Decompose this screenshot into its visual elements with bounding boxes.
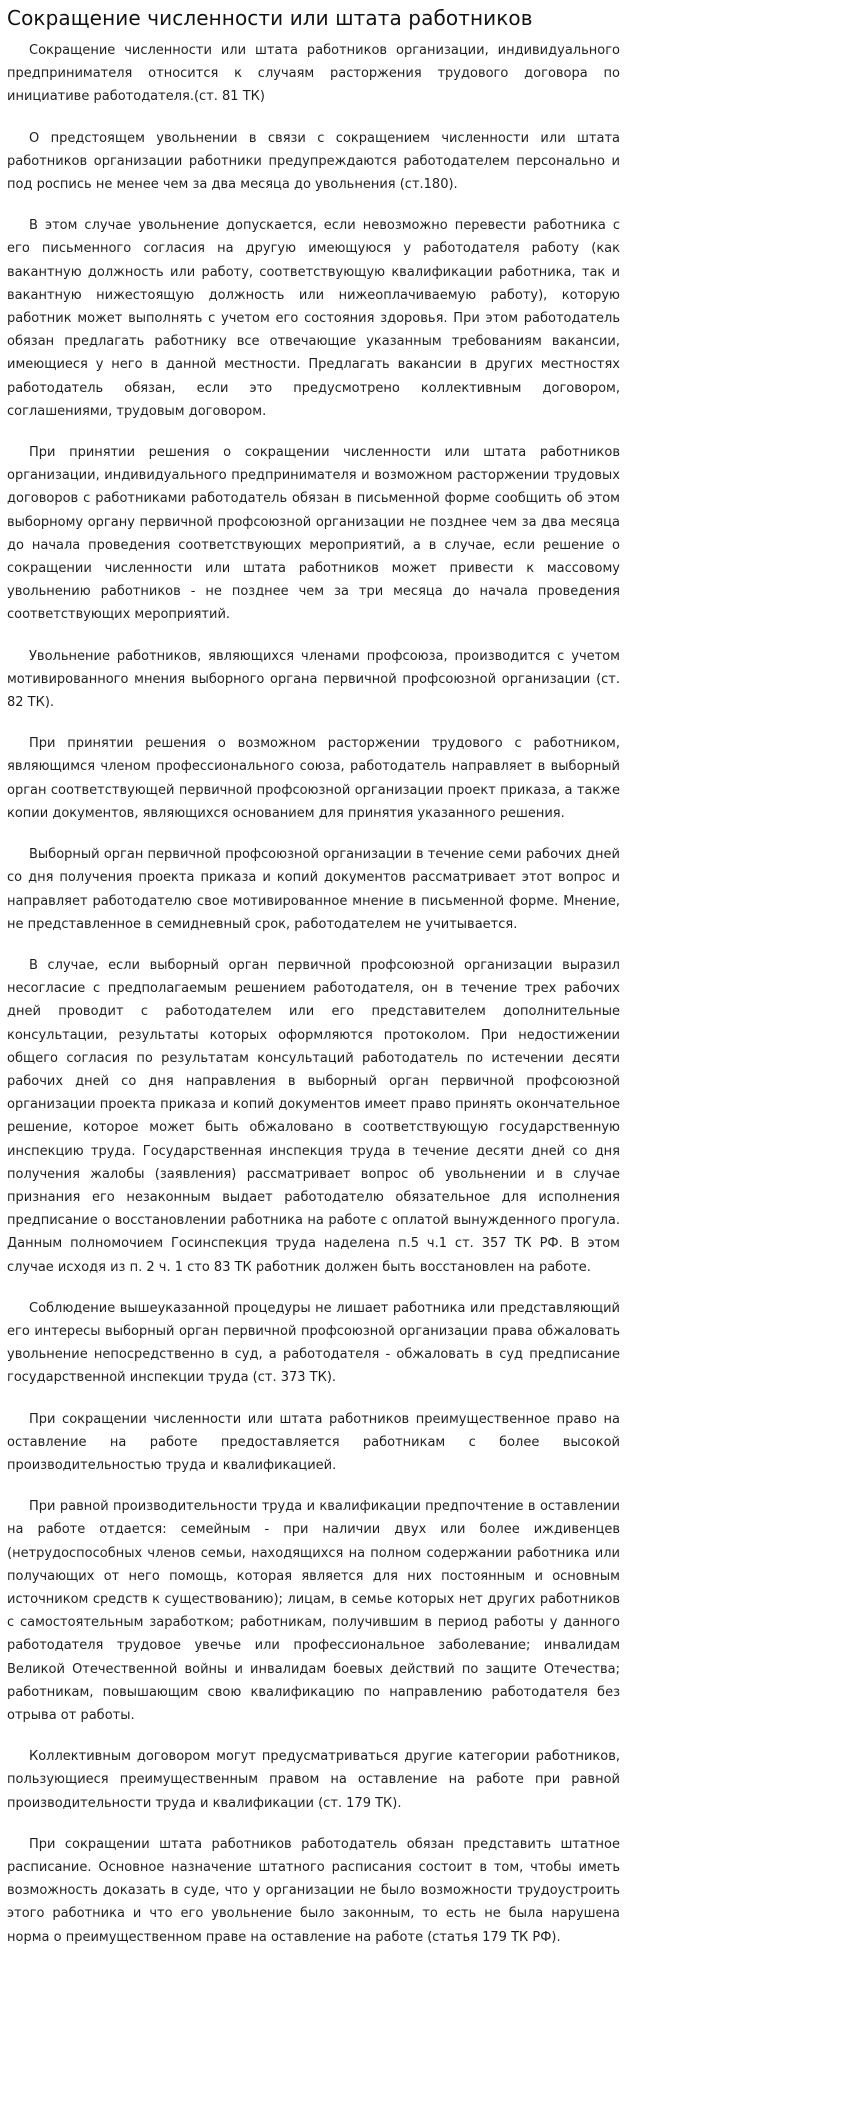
paragraph-preferential-right: При сокращении численности или штата работников преимущественное право на оставление на работе предоставляется работникам с более высокой производительностью труда и квалификацией. xyxy=(7,1411,620,1473)
paragraph-staff-schedule: При сокращении штата работников работодатель обязан представить штатное расписание. Основное назначение штатного расписания состоит в том, чтобы иметь возможность доказать в суде, что у организации не было возможности трудоустроить этого работника и что его увольнение было законным, то есть не была нарушена норма о преимущественном праве на оставление на работе (статья 179 ТК РФ). xyxy=(7,1836,620,1945)
paragraph-transfer-offer: В этом случае увольнение допускается, если невозможно перевести работника с его письменного согласия на другую имеющуюся у работодателя работу (как вакантную должность или работу, соответствующую квалификации работника, так и вакантную нижестоящую должность или нижеоплачиваемую работу), которую работник может выполнять с учетом его состояния здоровья. При этом работодатель обязан предлагать работнику все отвечающие указанным требованиям вакансии, имеющиеся у него в данной местности. Предлагать вакансии в других местностях работодатель обязан, если это предусмотрено коллективным договором, соглашениями, трудовым договором. xyxy=(7,218,620,419)
paragraph-union-notification: При принятии решения о сокращении численности или штата работников организации, индивидуального предпринимателя и возможном расторжении трудовых договоров с работниками работодатель обязан в письменной форме сообщить об этом выборному органу первичной профсоюзной организации не позднее чем за два месяца до начала проведения соответствующих мероприятий, а в случае, если решение о сокращении численности или штата работников может привести к массовому увольнению работников - не позднее чем за три месяца до начала проведения соответствующих мероприятий. xyxy=(7,445,620,623)
paragraph-dismissal-grounds: Сокращение численности или штата работников организации, индивидуального предпринимателя относится к случаям расторжения трудового договора по инициативе работодателя.(ст. 81 ТК) xyxy=(7,43,620,105)
paragraph-seven-days: Выборный орган первичной профсоюзной организации в течение семи рабочих дней со дня получения проекта приказа и копий документов рассматривает этот вопрос и направляет работодателю свое мотивированное мнение в письменной форме. Мнение, не представленное в семидневный срок, работодателем не учитывается. xyxy=(7,847,620,932)
paragraph-collective-agreement: Коллективным договором могут предусматриваться другие категории работников, пользующиеся преимущественным правом на оставление на работе при равной производительности труда и квалификации (ст. 179 ТК). xyxy=(7,1749,620,1811)
paragraph-advance-notice: О предстоящем увольнении в связи с сокращением численности или штата работников организации работники предупреждаются работодателем персонально и под роспись не менее чем за два месяца до увольнения (ст.180). xyxy=(7,130,620,193)
paragraph-disagreement: В случае, если выборный орган первичной профсоюзной организации выразил несогласие с предполагаемым решением работодателя, он в течение трех рабочих дней проводит с работодателем или его представителем дополнительные консультации, результаты которых оформляются протоколом. При недостижении общего согласия по результатам консультаций работодатель по истечении десяти рабочих дней со дня направления в выборный орган первичной профсоюзной организации проекта приказа и копий документов имеет право принять окончательное решение, которое может быть обжаловано в соответствующую государственную инспекцию труда. Государственная инспекция труда в течение десяти дней со дня получения жалобы (заявления) рассматривает вопрос об увольнении и в случае признания его незаконным выдает работодателю обязательное для исполнения предписание о восстановлении работника на работе с оплатой вынужденного прогула. Данным полномочием Госинспекция труда наделена п.5 ч.1 ст. 357 ТК РФ. В этом случае исходя из п. 2 ч. 1 сто 83 ТК работник должен быть восстановлен на работе. xyxy=(7,957,620,1275)
paragraph-union-opinion: Увольнение работников, являющихся членами профсоюза, производится с учетом мотивированного мнения выборного органа первичной профсоюзной организации (ст. 82 ТК). xyxy=(7,648,620,711)
paragraph-court-appeal: Соблюдение вышеуказанной процедуры не лишает работника или представляющий его интересы выборный орган первичной профсоюзной организации права обжаловать увольнение непосредственно в суд, а работодателя - обжаловать в суд предписание государственной инспекции труда (ст. 373 ТК). xyxy=(7,1300,620,1386)
article-body xyxy=(7,39,620,1949)
paragraph-equal-productivity: При равной производительности труда и квалификации предпочтение в оставлении на работе отдается: семейным - при наличии двух или более иждивенцев (нетрудоспособных членов семьи, находящихся на полном содержании работника или получающих от него помощь, которая является для них постоянным и основным источником средств к существованию); лицам, в семье которых нет других работников с самостоятельным заработком; работникам, получившим в период работы у данного работодателя трудовое увечье или профессиональное заболевание; инвалидам Великой Отечественной войны и инвалидам боевых действий по защите Отечества; работникам, повышающим свою квалификацию по направлению работодателя без отрыва от работы. xyxy=(7,1499,620,1723)
paragraph-draft-order: При принятии решения о возможном расторжении трудового с работником, являющимся членом профессионального союза, работодатель направляет в выборный орган соответствующей первичной профсоюзной организации проект приказа, а также копии документов, являющихся основанием для принятия указанного решения. xyxy=(7,736,620,821)
article-title: Сокращение численности или штата работников xyxy=(7,6,533,30)
